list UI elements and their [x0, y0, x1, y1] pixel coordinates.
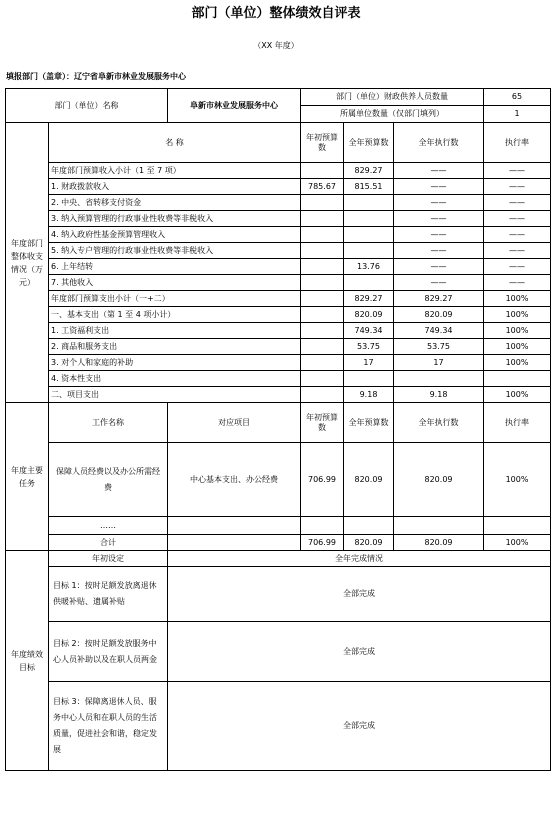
goal-description: 目标 2：按时足额发放服务中心人员补助以及在职人员两金 — [49, 622, 168, 682]
budget-row — [6, 243, 551, 259]
budget-initial-value — [301, 387, 344, 403]
tasks-header-full-budget: 全年预算数 — [344, 403, 394, 443]
task-row — [6, 443, 551, 517]
budget-row — [6, 371, 551, 387]
budget-initial-value — [301, 211, 344, 227]
report-year: （XX 年度） — [253, 41, 299, 50]
task-total-label: 合计 — [49, 535, 168, 551]
goal-row — [6, 682, 551, 771]
budget-rate-value: —— — [484, 243, 551, 259]
task-full-exec-value: 820.09 — [394, 443, 484, 517]
budget-header-initial: 年初预算数 — [301, 123, 344, 163]
budget-full-value — [344, 227, 394, 243]
budget-initial-value — [301, 291, 344, 307]
goal-status: 全部完成 — [168, 682, 551, 771]
table-body — [6, 89, 551, 771]
budget-row — [6, 323, 551, 339]
budget-item-name: 一、基本支出（第 1 至 4 项小计） — [49, 307, 301, 323]
budget-full-value: 829.27 — [344, 163, 394, 179]
task-total-item — [168, 535, 301, 551]
budget-section-label: 年度部门整体收支情况（万元） — [6, 123, 49, 403]
budget-item-name: 年度部门预算收入小计（1 至 7 项） — [49, 163, 301, 179]
budget-full-value: 13.76 — [344, 259, 394, 275]
tasks-header-work: 工作名称 — [49, 403, 168, 443]
budget-initial-value — [301, 275, 344, 291]
budget-full-value — [344, 275, 394, 291]
budget-item-name: 年度部门预算支出小计（一+二） — [49, 291, 301, 307]
budget-header-full-exec: 全年执行数 — [394, 123, 484, 163]
unit-count-label: 所属单位数量（仅部门填列） — [301, 106, 484, 123]
tasks-header-rate: 执行率 — [484, 403, 551, 443]
budget-item-name: 4. 纳入政府性基金预算管理收入 — [49, 227, 301, 243]
budget-row — [6, 259, 551, 275]
goal-status: 全部完成 — [168, 567, 551, 622]
budget-item-name: 1. 工资福利支出 — [49, 323, 301, 339]
filling-department-label: 填报部门（盖章）： — [6, 72, 74, 81]
goals-header-row — [6, 551, 551, 567]
budget-row — [6, 387, 551, 403]
budget-exec-value: 820.09 — [394, 307, 484, 323]
budget-item-name: 3. 纳入预算管理的行政事业性收费等非税收入 — [49, 211, 301, 227]
budget-initial-value — [301, 371, 344, 387]
budget-row — [6, 211, 551, 227]
task-initial-value: 706.99 — [301, 443, 344, 517]
budget-exec-value — [394, 371, 484, 387]
budget-initial-value — [301, 243, 344, 259]
staff-count-value: 65 — [484, 89, 551, 106]
budget-rate-value: —— — [484, 275, 551, 291]
budget-full-value: 17 — [344, 355, 394, 371]
budget-full-value: 9.18 — [344, 387, 394, 403]
goals-header-set: 年初设定 — [49, 551, 168, 567]
budget-exec-value: —— — [394, 195, 484, 211]
task-ellipsis-row — [6, 517, 551, 535]
task-full-budget-value: 820.09 — [344, 443, 394, 517]
budget-full-value: 820.09 — [344, 307, 394, 323]
ellipsis-item — [168, 517, 301, 535]
goal-status: 全部完成 — [168, 622, 551, 682]
budget-item-name: 3. 对个人和家庭的补助 — [49, 355, 301, 371]
budget-row — [6, 291, 551, 307]
ellipsis-initial — [301, 517, 344, 535]
budget-rate-value: 100% — [484, 355, 551, 371]
budget-row — [6, 195, 551, 211]
tasks-header-initial: 年初预算数 — [301, 403, 344, 443]
budget-initial-value — [301, 307, 344, 323]
task-total-budget: 820.09 — [344, 535, 394, 551]
budget-initial-value — [301, 163, 344, 179]
dept-name-label: 部门（单位）名称 — [6, 89, 168, 123]
budget-initial-value — [301, 355, 344, 371]
budget-exec-value: 9.18 — [394, 387, 484, 403]
budget-item-name: 二、项目支出 — [49, 387, 301, 403]
goal-description: 目标 1：按时足额发放离退休供暖补贴、遗属补贴 — [49, 567, 168, 622]
task-item: 中心基本支出、办公经费 — [168, 443, 301, 517]
budget-rate-value: —— — [484, 163, 551, 179]
budget-full-value — [344, 211, 394, 227]
budget-initial-value — [301, 339, 344, 355]
budget-item-name: 5. 纳入专户管理的行政事业性收费等非税收入 — [49, 243, 301, 259]
budget-row — [6, 227, 551, 243]
budget-row — [6, 355, 551, 371]
budget-rate-value: —— — [484, 179, 551, 195]
budget-exec-value: —— — [394, 179, 484, 195]
tasks-section-label: 年度主要任务 — [6, 403, 49, 551]
budget-exec-value: —— — [394, 259, 484, 275]
goals-section-label: 年度绩效目标 — [6, 551, 49, 771]
budget-full-value: 829.27 — [344, 291, 394, 307]
budget-header-name: 名 称 — [49, 123, 301, 163]
budget-full-value: 749.34 — [344, 323, 394, 339]
budget-rate-value: —— — [484, 195, 551, 211]
budget-row — [6, 163, 551, 179]
budget-rate-value: 100% — [484, 291, 551, 307]
goal-description: 目标 3：保障离退休人员、服务中心人员和在职人员的生活质量，促进社会和谐，稳定发展 — [49, 682, 168, 771]
budget-row — [6, 307, 551, 323]
budget-initial-value: 785.67 — [301, 179, 344, 195]
task-work-name: 保障人员经费以及办公所需经费 — [49, 443, 168, 517]
budget-rate-value: 100% — [484, 339, 551, 355]
unit-count-value: 1 — [484, 106, 551, 123]
budget-row — [6, 339, 551, 355]
ellipsis-budget — [344, 517, 394, 535]
budget-rate-value: 100% — [484, 307, 551, 323]
dept-name-value: 阜新市林业发展服务中心 — [168, 89, 301, 123]
performance-table — [5, 88, 551, 771]
budget-full-value — [344, 195, 394, 211]
budget-item-name: 1. 财政拨款收入 — [49, 179, 301, 195]
budget-item-name: 7. 其他收入 — [49, 275, 301, 291]
goals-header-done: 全年完成情况 — [168, 551, 551, 567]
budget-exec-value: —— — [394, 211, 484, 227]
budget-item-name: 6. 上年结转 — [49, 259, 301, 275]
budget-full-value: 815.51 — [344, 179, 394, 195]
budget-initial-value — [301, 323, 344, 339]
staff-count-label: 部门（单位）财政供养人员数量 — [301, 89, 484, 106]
task-total-row — [6, 535, 551, 551]
goal-row — [6, 567, 551, 622]
budget-rate-value — [484, 371, 551, 387]
budget-header-full-budget: 全年预算数 — [344, 123, 394, 163]
task-total-exec: 820.09 — [394, 535, 484, 551]
task-ellipsis: …… — [49, 517, 168, 535]
budget-initial-value — [301, 227, 344, 243]
budget-exec-value: 53.75 — [394, 339, 484, 355]
page-title: 部门（单位）整体绩效自评表 — [191, 6, 361, 21]
task-total-rate: 100% — [484, 535, 551, 551]
budget-row — [6, 179, 551, 195]
budget-rate-value: —— — [484, 211, 551, 227]
budget-rate-value: 100% — [484, 387, 551, 403]
budget-exec-value: 749.34 — [394, 323, 484, 339]
budget-item-name: 2. 商品和服务支出 — [49, 339, 301, 355]
budget-rate-value: —— — [484, 259, 551, 275]
filling-department-value: 辽宁省阜新市林业发展服务中心 — [74, 72, 186, 81]
tasks-header-full-exec: 全年执行数 — [394, 403, 484, 443]
filling-department — [6, 71, 186, 82]
budget-exec-value: —— — [394, 275, 484, 291]
budget-exec-value: —— — [394, 163, 484, 179]
budget-rate-value: 100% — [484, 323, 551, 339]
budget-exec-value: 17 — [394, 355, 484, 371]
budget-item-name: 4. 资本性支出 — [49, 371, 301, 387]
budget-rate-value: —— — [484, 227, 551, 243]
budget-exec-value: 829.27 — [394, 291, 484, 307]
task-rate-value: 100% — [484, 443, 551, 517]
tasks-header-row — [6, 403, 551, 443]
budget-item-name: 2. 中央、省转移支付资金 — [49, 195, 301, 211]
budget-row — [6, 275, 551, 291]
goal-row — [6, 622, 551, 682]
tasks-header-item: 对应项目 — [168, 403, 301, 443]
budget-initial-value — [301, 195, 344, 211]
budget-full-value — [344, 371, 394, 387]
budget-full-value — [344, 243, 394, 259]
ellipsis-exec — [394, 517, 484, 535]
budget-exec-value: —— — [394, 227, 484, 243]
task-total-initial: 706.99 — [301, 535, 344, 551]
budget-header-rate: 执行率 — [484, 123, 551, 163]
budget-initial-value — [301, 259, 344, 275]
ellipsis-rate — [484, 517, 551, 535]
budget-full-value: 53.75 — [344, 339, 394, 355]
budget-exec-value: —— — [394, 243, 484, 259]
